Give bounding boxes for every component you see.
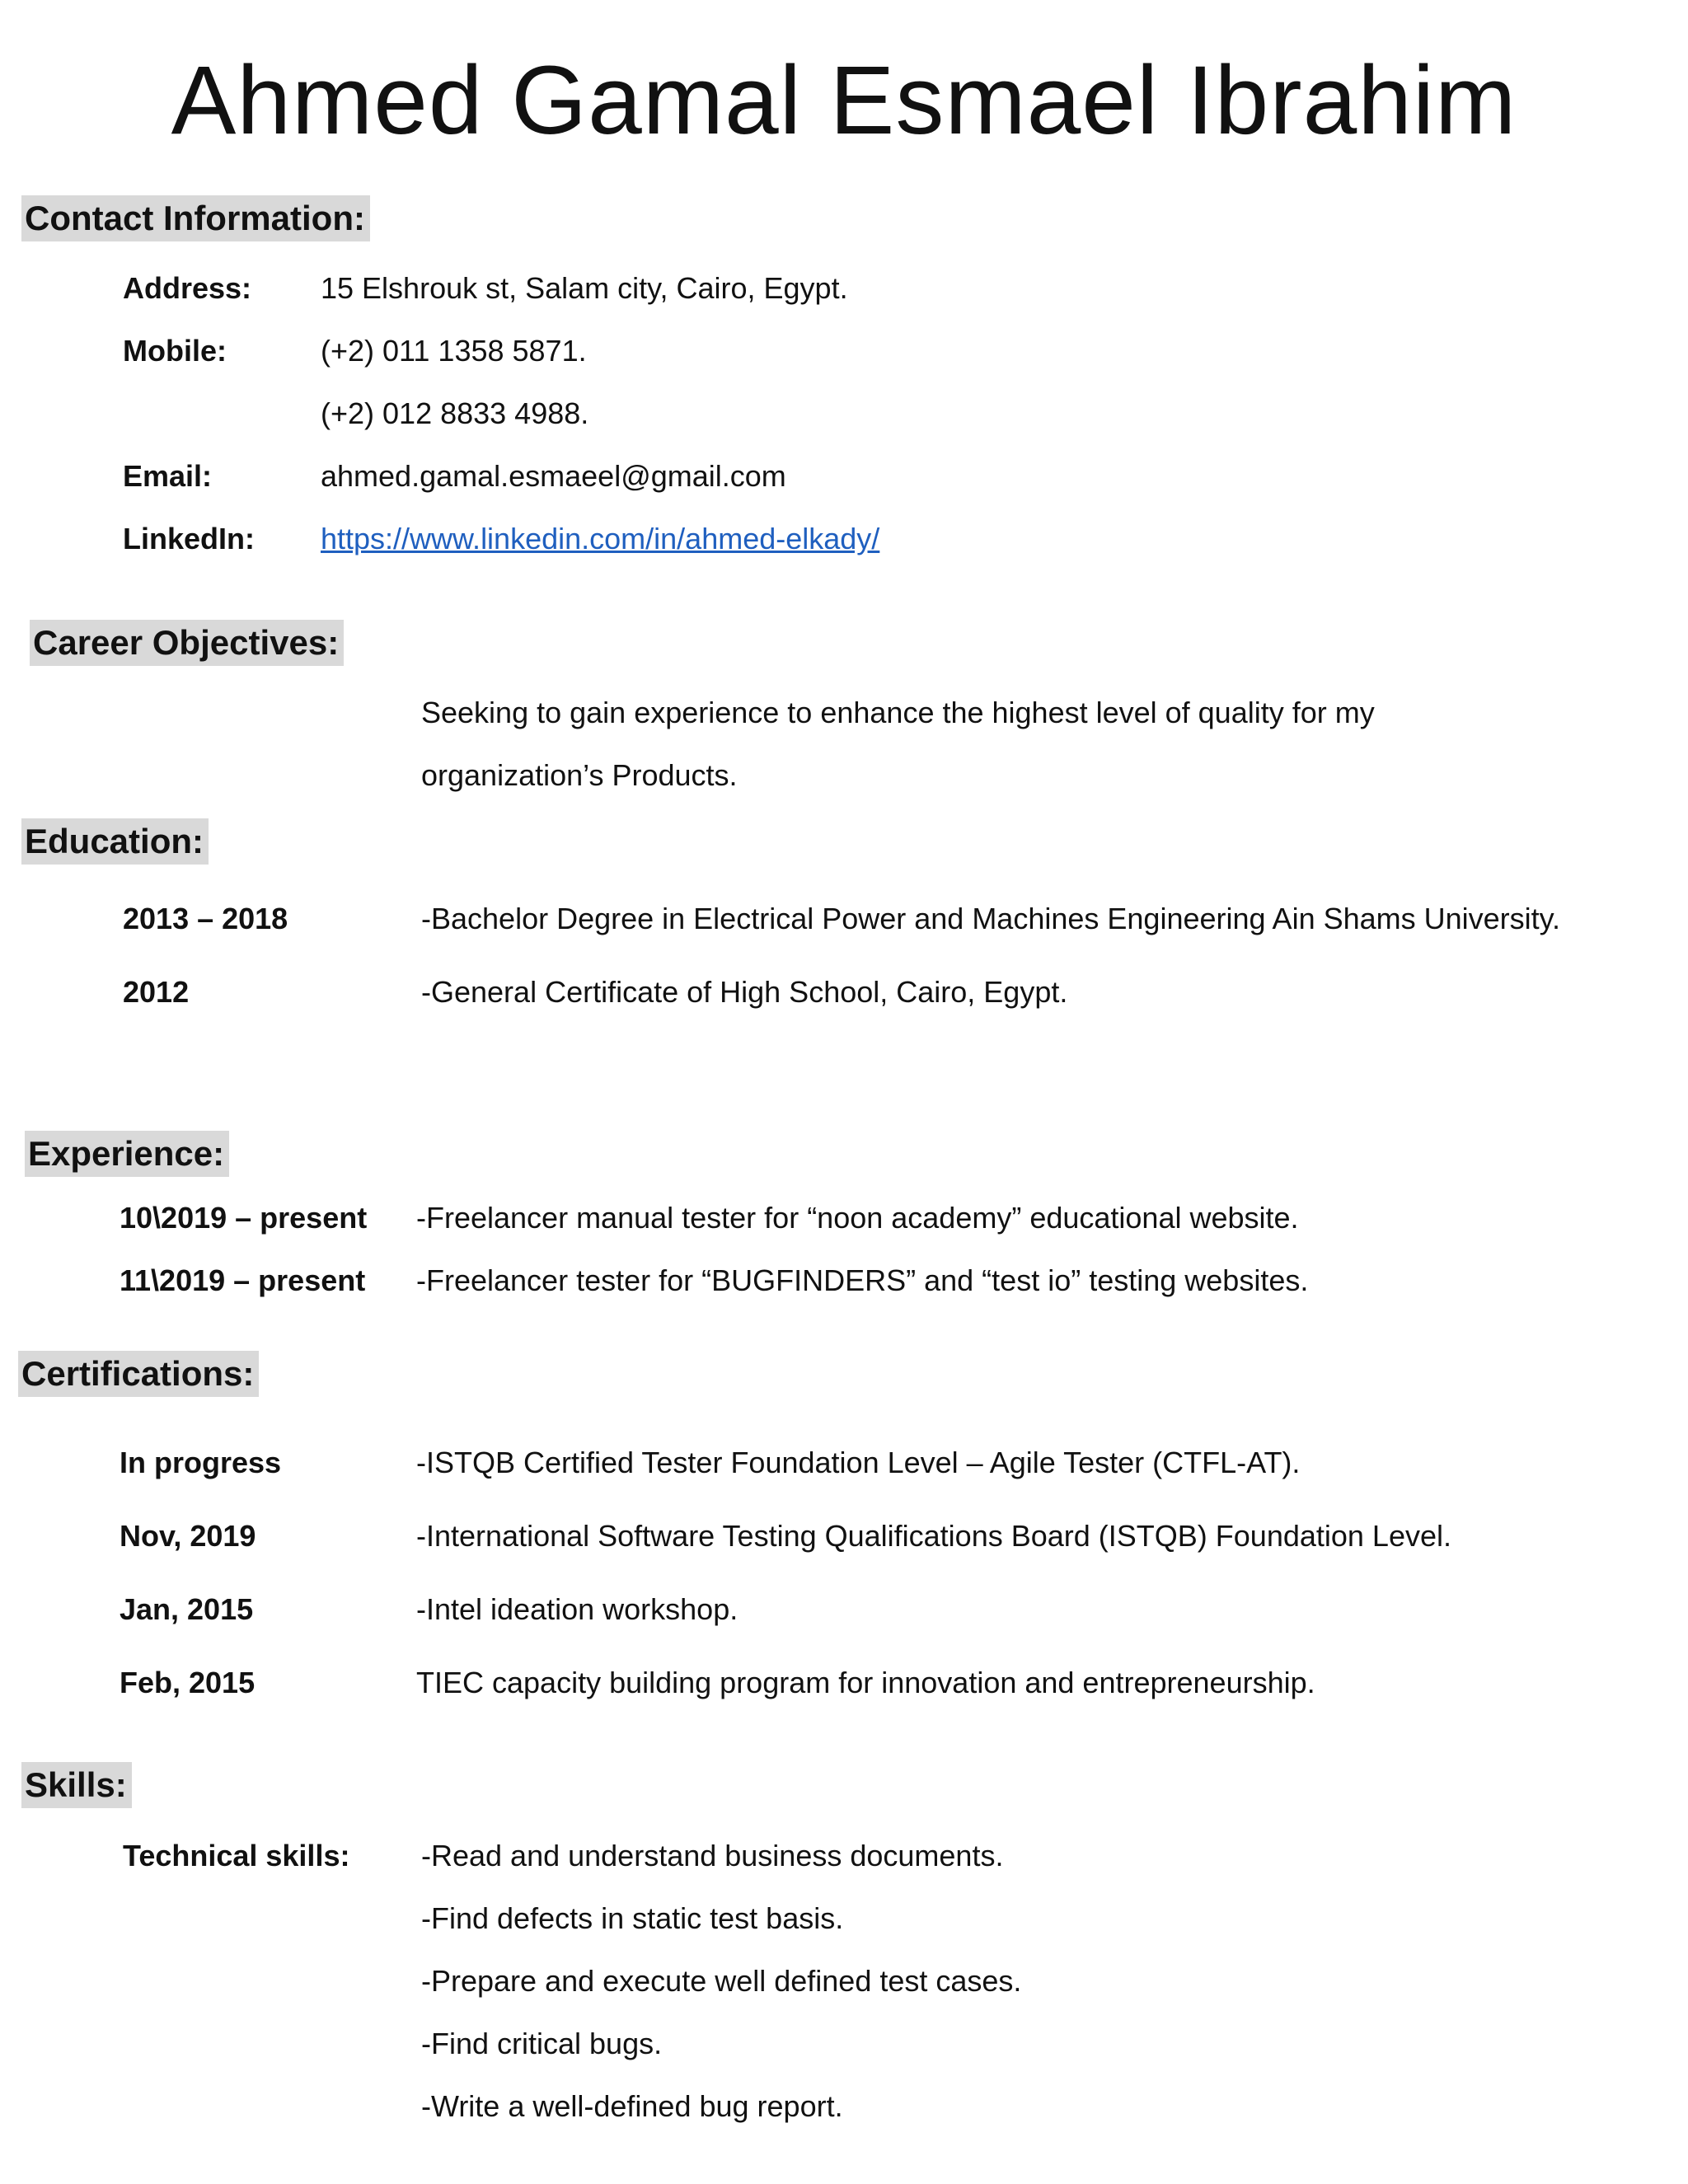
mobile-value-2: (+2) 012 8833 4988. [321,396,589,430]
certification-date: In progress [120,1446,282,1479]
section-title-certifications: Certifications: [18,1351,259,1397]
certification-date: Nov, 2019 [120,1519,256,1553]
address-label: Address: [123,271,252,305]
mobile-label: Mobile: [123,334,227,368]
linkedin-link[interactable]: https://www.linkedin.com/in/ahmed-elkady/ [321,522,880,555]
education-item: -General Certificate of High School, Cairo, Egypt. [421,975,1068,1009]
experience-date: 11\2019 – present [120,1263,366,1297]
skill-item: -Prepare and execute well defined test cases. [421,1964,1022,1998]
skill-item: -Find critical bugs. [421,2027,663,2060]
education-item: -Bachelor Degree in Electrical Power and Machines Engineering Ain Shams University. [421,902,1560,935]
section-title-skills: Skills: [21,1762,132,1808]
certification-date: Jan, 2015 [120,1592,254,1626]
certification-date: Feb, 2015 [120,1666,256,1699]
skill-item: -Read and understand business documents. [421,1839,1004,1872]
section-title-education: Education: [21,818,209,865]
education-date: 2013 – 2018 [123,902,288,935]
career-objective-line-1: Seeking to gain experience to enhance the highest level of quality for my [421,696,1375,729]
experience-date: 10\2019 – present [120,1201,368,1235]
address-value: 15 Elshrouk st, Salam city, Cairo, Egypt. [321,271,848,305]
candidate-name: Ahmed Gamal Esmael Ibrahim [171,46,1517,155]
section-title-experience: Experience: [25,1131,229,1177]
linkedin-label: LinkedIn: [123,522,255,555]
skill-item: -Write a well-defined bug report. [421,2089,843,2123]
section-title-career: Career Objectives: [30,620,344,666]
certification-item: TIEC capacity building program for innovation and entrepreneurship. [416,1666,1315,1699]
certification-item: -ISTQB Certified Tester Foundation Level – Agile Tester (CTFL-AT). [416,1446,1301,1479]
certification-item: -International Software Testing Qualifications Board (ISTQB) Foundation Level. [416,1519,1451,1553]
certification-item: -Intel ideation workshop. [416,1592,738,1626]
experience-item: -Freelancer tester for “BUGFINDERS” and “test io” testing websites. [416,1263,1309,1297]
technical-skills-label: Technical skills: [123,1839,350,1872]
career-objective-line-2: organization’s Products. [421,758,738,792]
section-title-contact: Contact Information: [21,195,370,241]
education-date: 2012 [123,975,190,1009]
experience-item: -Freelancer manual tester for “noon academy” educational website. [416,1201,1299,1235]
email-label: Email: [123,459,213,493]
skill-item: -Find defects in static test basis. [421,1901,844,1935]
email-value: ahmed.gamal.esmaeel@gmail.com [321,459,786,493]
mobile-value-1: (+2) 011 1358 5871. [321,334,587,368]
